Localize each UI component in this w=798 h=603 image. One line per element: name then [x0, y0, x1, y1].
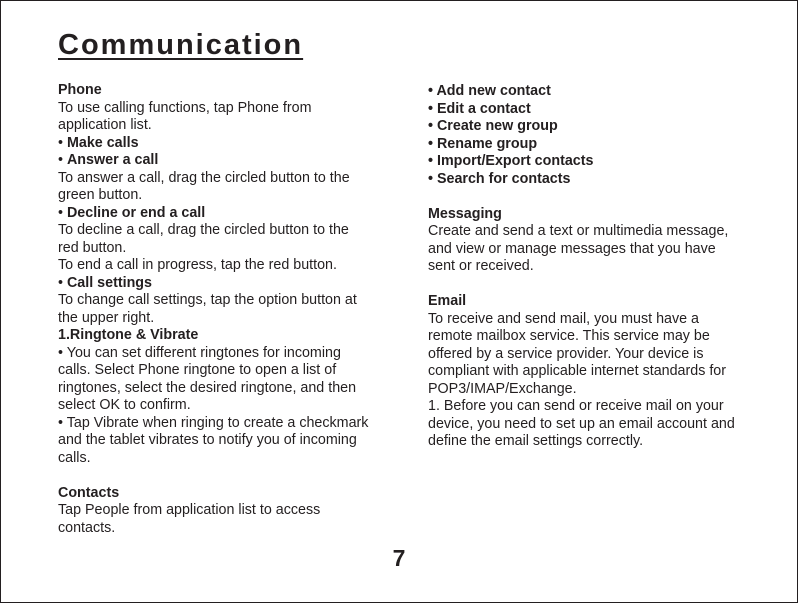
ringtone-text-line: • You can set different ringtones for incoming — [58, 344, 341, 361]
email-text-line: device, you need to set up an email account and — [428, 415, 735, 432]
messaging-heading: Messaging — [428, 205, 502, 222]
call-settings-text-line: To change call settings, tap the option button at — [58, 292, 357, 308]
contacts-text-line: contacts. — [58, 519, 116, 536]
ringtone-text-line: ringtones, select the desired ringtone, and then — [58, 379, 357, 396]
page-number: 7 — [392, 545, 406, 571]
phone-heading: Phone — [58, 82, 102, 98]
email-text-line: To receive and send mail, you must have a — [428, 310, 699, 327]
email-text-line: offered by a service provider. Your device is — [428, 345, 704, 362]
email-text-line: 1. Before you can send or receive mail on your — [428, 398, 724, 414]
answer-call-label: Answer a call — [66, 152, 159, 168]
email-heading: Email — [428, 293, 467, 309]
spacer — [428, 276, 758, 294]
contacts-list-item: • Rename group — [428, 135, 538, 152]
decline-text-line: To end a call in progress, tap the red button. — [58, 257, 337, 273]
answer-text-line: green button. — [58, 187, 143, 203]
decline-end-item: • Decline or end a call — [58, 204, 206, 221]
contacts-list-item: • Import/Export contacts — [428, 153, 594, 169]
ringtone-text-line: select OK to confirm. — [58, 397, 191, 413]
call-settings-item: • Call settings — [58, 274, 152, 291]
email-text-line: POP3/IMAP/Exchange. — [428, 380, 577, 397]
ringtone-heading: 1.Ringtone & Vibrate — [58, 327, 199, 343]
answer-call-item: • Answer a call — [58, 152, 159, 168]
contacts-list-item: • Create new group — [428, 118, 558, 134]
spacer — [58, 467, 388, 485]
page-title: Communication — [58, 29, 304, 61]
make-calls-label: Make calls — [66, 134, 139, 151]
make-calls-item: • Make calls — [58, 134, 139, 151]
decline-text-line: red button. — [58, 239, 127, 256]
vibrate-text-line: calls. — [58, 449, 91, 466]
vibrate-text-line: • Tap Vibrate when ringing to create a checkmark — [58, 414, 369, 431]
call-settings-text-line: the upper right. — [58, 309, 155, 326]
messaging-text-line: Create and send a text or multimedia message, — [428, 223, 729, 239]
left-column — [58, 82, 388, 537]
right-column — [428, 82, 758, 451]
messaging-text-line: sent or received. — [428, 258, 534, 274]
ringtone-text-line: calls. Select Phone ringtone to open a list of — [58, 362, 337, 378]
spacer — [428, 188, 758, 206]
decline-text-line: To decline a call, drag the circled button to the — [58, 222, 349, 238]
contacts-list-item: • Search for contacts — [428, 170, 571, 187]
contacts-text-line: Tap People from application list to access — [58, 502, 321, 518]
contacts-list-item: • Edit a contact — [428, 100, 531, 117]
vibrate-text-line: and the tablet vibrates to notify you of incoming — [58, 432, 357, 448]
email-text-line: remote mailbox service. This service may be — [428, 328, 710, 344]
messaging-text-line: and view or manage messages that you have — [428, 240, 716, 257]
email-text-line: compliant with applicable internet standards for — [428, 363, 727, 379]
contacts-heading: Contacts — [58, 484, 120, 501]
call-settings-label: Call settings — [66, 274, 152, 291]
contacts-list-item: • Add new contact — [428, 83, 551, 99]
phone-intro-line: application list. — [58, 117, 152, 133]
answer-text-line: To answer a call, drag the circled button to the — [58, 169, 350, 186]
phone-intro-line: To use calling functions, tap Phone from — [58, 99, 312, 116]
decline-end-label: Decline or end a call — [66, 204, 206, 221]
email-text-line: define the email settings correctly. — [428, 433, 644, 449]
